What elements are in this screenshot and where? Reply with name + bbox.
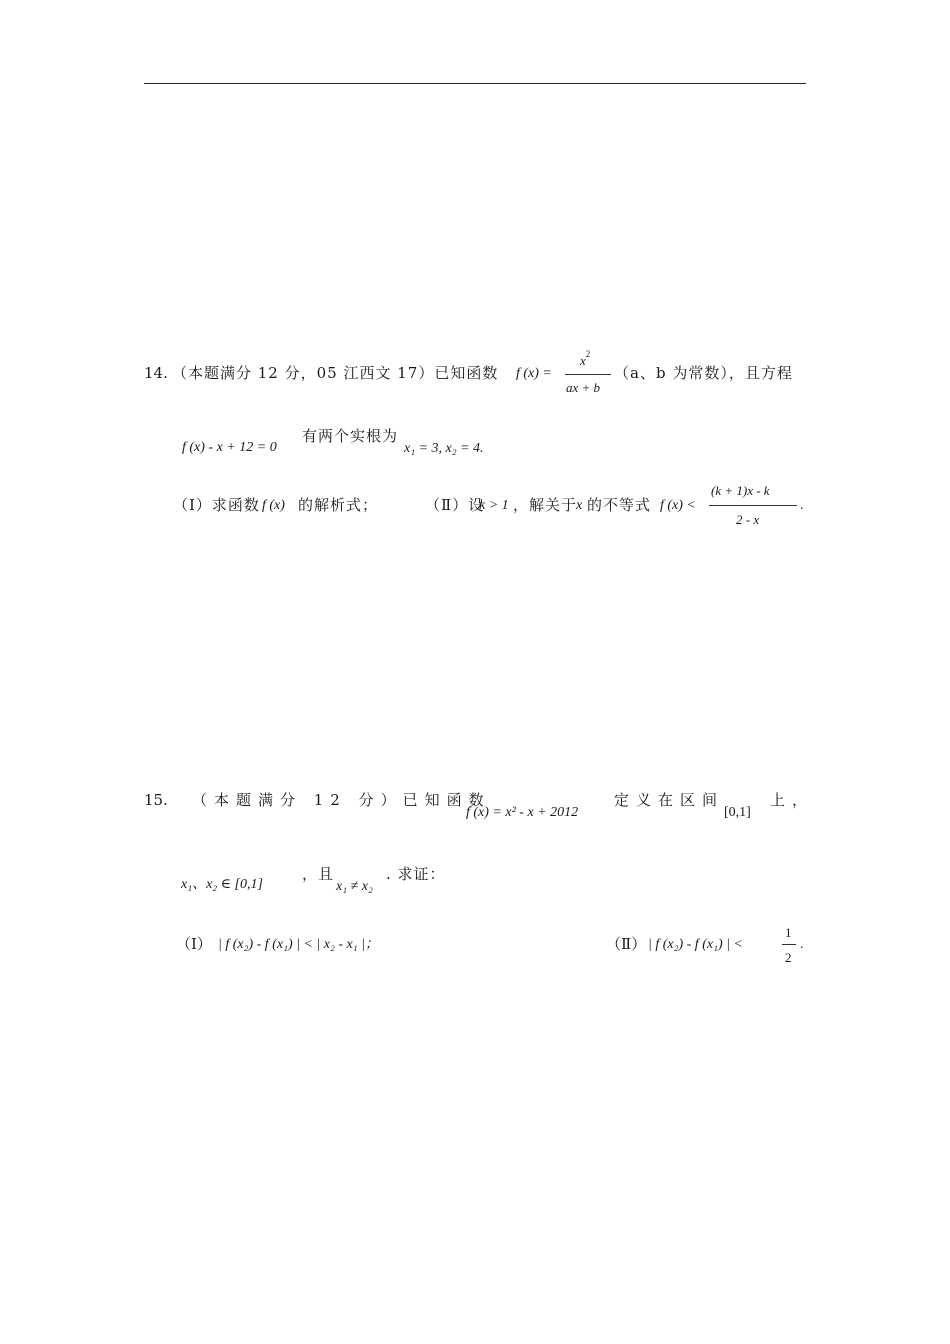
q15-part2-fraction-bar xyxy=(782,944,796,945)
q14-part2-period: . xyxy=(800,498,804,513)
q15-domain-text: 定义在区间 xyxy=(614,791,725,809)
q14-part2-numerator: (k + 1)x - k xyxy=(711,483,770,498)
q15-number: 15. xyxy=(144,791,168,809)
q15-part2-denominator: 2 xyxy=(785,950,792,965)
q14-part2-fraction-bar xyxy=(709,505,797,506)
q15-part1-label: （Ⅰ） xyxy=(176,935,212,953)
q15-header: （本题满分 12 分）已知函数 xyxy=(192,791,491,809)
q15-domain-end: 上， xyxy=(770,791,815,809)
q14-part2-lhs: f (x) < xyxy=(660,498,696,513)
q14-part2-variable: x xyxy=(576,498,583,513)
q15-function-def: f (x) = x² - x + 2012 xyxy=(466,805,579,820)
q14-part2-condition: k > 1 xyxy=(479,498,509,513)
q15-part2-expression: | f (x₂) - f (x₁) | < xyxy=(648,937,743,952)
q15-condition: x₁ ≠ x₂ xyxy=(336,879,373,894)
q14-fraction-denominator: ax + b xyxy=(566,380,601,395)
q15-part2-period: . xyxy=(800,937,804,952)
q15-condition-text: ，且 xyxy=(302,865,335,883)
q14-header: （本题满分 12 分，05 江西文 17）已知函数 xyxy=(172,364,499,382)
q14-number: 14. xyxy=(144,364,168,382)
q15-part2-numerator: 1 xyxy=(785,925,792,940)
q15-interval: [0,1] xyxy=(724,805,751,820)
q14-function-lhs: f (x) = xyxy=(516,366,552,381)
q14-part1-function: f (x) xyxy=(262,498,285,513)
q14-equation-text: 有两个实根为 xyxy=(302,427,399,445)
q14-part1-label: （Ⅰ）求函数 xyxy=(173,496,260,514)
q14-roots: x₁ = 3, x₂ = 4. xyxy=(404,441,484,456)
q14-fraction-bar xyxy=(565,374,611,375)
q14-part2-denominator: 2 - x xyxy=(736,512,760,527)
q14-part1-text: 的解析式； xyxy=(298,496,379,514)
q14-part2-label: （Ⅱ）设 xyxy=(425,496,485,514)
q15-prove-text: . 求证： xyxy=(386,865,446,883)
q15-variables: x₁、x₂ ∈ [0,1] xyxy=(181,877,263,892)
q14-equation: f (x) - x + 12 = 0 xyxy=(182,440,277,455)
q14-constants-note: （a、b 为常数），且方程 xyxy=(614,364,793,382)
q15-part2-label: （Ⅱ） xyxy=(606,935,647,953)
q14-fraction-numerator: $x^2$ xyxy=(580,349,591,368)
header-rule xyxy=(144,83,806,84)
q15-part1-expression: | f (x₂) - f (x₁) | < | x₂ - x₁ |； xyxy=(218,937,379,952)
q14-part2-text2: 的不等式 xyxy=(587,496,652,514)
q14-part2-text1: ，解关于 xyxy=(513,496,578,514)
